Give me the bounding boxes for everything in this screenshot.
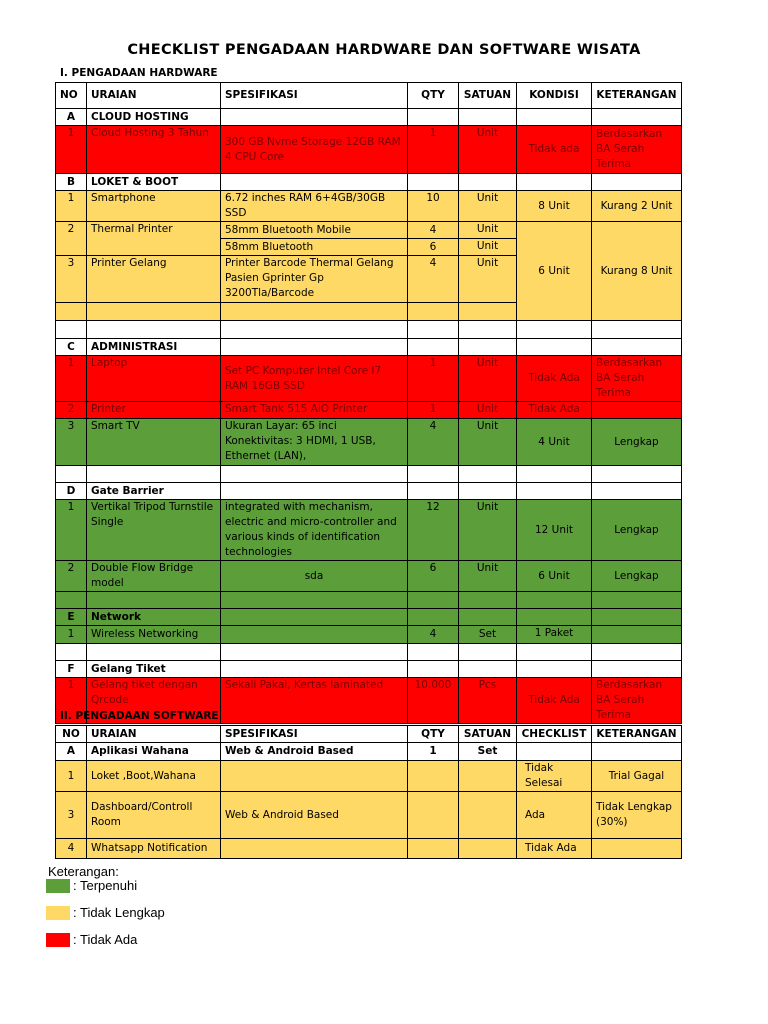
row-spesifikasi: 58mm Bluetooth Mobile [221, 222, 408, 239]
row-qty: 6 [408, 561, 459, 592]
row-no: 3 [56, 792, 87, 839]
row-keterangan: Berdasarkan BA Serah Terima [592, 126, 682, 174]
category-name: Gelang Tiket [87, 661, 221, 678]
row-uraian: Thermal Printer [87, 222, 221, 256]
row-satuan: Unit [459, 561, 517, 592]
row-qty: 4 [408, 222, 459, 239]
row-spesifikasi: Web & Android Based [221, 792, 408, 839]
row-qty: 4 [408, 626, 459, 644]
col-header-keterangan: KETERANGAN [592, 83, 682, 109]
row-no: 4 [56, 839, 87, 859]
category-code: D [56, 483, 87, 500]
row-keterangan: Lengkap [592, 419, 682, 466]
category-row [56, 743, 682, 761]
row-satuan: Unit [459, 356, 517, 402]
hardware-table [55, 82, 682, 724]
legend-swatch-green [46, 879, 70, 893]
row-spesifikasi: Printer Barcode Thermal Gelang Pasien Gprinter Gp 3200Tla/Barcode [221, 256, 408, 303]
row-satuan: Unit [459, 126, 517, 174]
legend-label: : Terpenuhi [73, 878, 138, 893]
row-satuan: Set [459, 743, 517, 761]
row-satuan: Unit [459, 500, 517, 561]
row-spesifikasi: integrated with mechanism, electric and micro-controller and various kinds of identification technologies [221, 500, 408, 561]
row-satuan: Unit [459, 191, 517, 222]
row-keterangan: Trial Gagal [592, 761, 682, 792]
row-satuan: Unit [459, 402, 517, 419]
row-no: 1 [56, 356, 87, 402]
col-header-qty: QTY [408, 83, 459, 109]
table-row [56, 191, 682, 222]
row-no: 1 [56, 626, 87, 644]
row-checklist: Tidak Selesai [517, 761, 592, 792]
category-name: LOKET & BOOT [87, 174, 221, 191]
legend-label: : Tidak Ada [73, 932, 138, 947]
row-keterangan: Lengkap [592, 561, 682, 592]
row-qty: 1 [408, 402, 459, 419]
category-row [56, 174, 682, 191]
col-header-keterangan: KETERANGAN [592, 726, 682, 743]
row-uraian: Dashboard/Controll Room [87, 792, 221, 839]
row-checklist: Ada [517, 792, 592, 839]
row-keterangan: Kurang 8 Unit [592, 222, 682, 321]
row-qty: 4 [408, 256, 459, 303]
row-keterangan: Berdasarkan BA Serah Terima [592, 356, 682, 402]
col-header-satuan: SATUAN [459, 83, 517, 109]
row-uraian: Wireless Networking [87, 626, 221, 644]
col-header-no: NO [56, 83, 87, 109]
category-row [56, 483, 682, 500]
row-kondisi: 6 Unit [517, 222, 592, 321]
row-spesifikasi: Ukuran Layar: 65 inci Konektivitas: 3 HDMI, 1 USB, Ethernet (LAN), [221, 419, 408, 466]
table-row [56, 402, 682, 419]
row-uraian: Laptop [87, 356, 221, 402]
row-kondisi: Tidak Ada [517, 678, 592, 724]
legend-swatch-red [46, 933, 70, 947]
row-qty: 1 [408, 126, 459, 174]
row-spesifikasi: sda [221, 561, 408, 592]
table-row [56, 321, 682, 339]
row-no: 1 [56, 126, 87, 174]
row-no: 2 [56, 561, 87, 592]
row-keterangan [592, 626, 682, 644]
table-header-row [56, 726, 682, 743]
category-row [56, 609, 682, 626]
legend-label: : Tidak Lengkap [73, 905, 165, 920]
row-spesifikasi: Smart Tank 515 AiO Printer [221, 402, 408, 419]
category-code: F [56, 661, 87, 678]
row-kondisi: 6 Unit [517, 561, 592, 592]
row-spesifikasi: 6.72 inches RAM 6+4GB/30GB SSD [221, 191, 408, 222]
row-satuan: Unit [459, 239, 517, 256]
row-qty: 1 [408, 743, 459, 761]
legend-terpenuhi [46, 878, 137, 893]
row-qty: 10.000 [408, 678, 459, 724]
col-header-uraian: URAIAN [87, 726, 221, 743]
row-kondisi: Tidak ada [517, 126, 592, 174]
legend-tidak-ada [46, 932, 137, 947]
row-kondisi: Tidak Ada [517, 356, 592, 402]
table-row [56, 561, 682, 592]
table-header-row [56, 83, 682, 109]
table-row [56, 592, 682, 609]
legend-swatch-yellow [46, 906, 70, 920]
table-row [56, 222, 682, 239]
col-header-uraian: URAIAN [87, 83, 221, 109]
row-uraian: Smartphone [87, 191, 221, 222]
col-header-kondisi: KONDISI [517, 83, 592, 109]
category-row [56, 661, 682, 678]
software-table [55, 725, 682, 859]
table-row [56, 500, 682, 561]
col-header-checklist: CHECKLIST [517, 726, 592, 743]
row-satuan: Unit [459, 256, 517, 303]
category-code: C [56, 339, 87, 356]
row-uraian: Whatsapp Notification [87, 839, 221, 859]
row-satuan: Unit [459, 419, 517, 466]
row-spesifikasi: Web & Android Based [221, 743, 408, 761]
row-satuan: Unit [459, 222, 517, 239]
row-spesifikasi [221, 626, 408, 644]
table-row [56, 126, 682, 174]
row-qty: 6 [408, 239, 459, 256]
row-no: 1 [56, 191, 87, 222]
row-uraian: Cloud Hosting 3 Tahun [87, 126, 221, 174]
row-uraian: Printer [87, 402, 221, 419]
col-header-spesifikasi: SPESIFIKASI [221, 83, 408, 109]
table-row [56, 792, 682, 839]
legend-tidak-lengkap [46, 905, 165, 920]
table-row [56, 761, 682, 792]
category-name: CLOUD HOSTING [87, 109, 221, 126]
category-row [56, 339, 682, 356]
row-kondisi: Tidak Ada [517, 402, 592, 419]
category-name: Aplikasi Wahana [87, 743, 221, 761]
row-no: 1 [56, 500, 87, 561]
row-kondisi: 12 Unit [517, 500, 592, 561]
row-qty: 1 [408, 356, 459, 402]
row-uraian: Smart TV [87, 419, 221, 466]
category-row [56, 109, 682, 126]
row-no: 3 [56, 256, 87, 303]
row-no: 3 [56, 419, 87, 466]
table-row [56, 419, 682, 466]
col-header-spesifikasi: SPESIFIKASI [221, 726, 408, 743]
category-code: A [56, 743, 87, 761]
row-keterangan: Kurang 2 Unit [592, 191, 682, 222]
table-row [56, 644, 682, 661]
category-code: E [56, 609, 87, 626]
row-uraian: Double Flow Bridge model [87, 561, 221, 592]
row-checklist: Tidak Ada [517, 839, 592, 859]
row-qty: 12 [408, 500, 459, 561]
category-code: A [56, 109, 87, 126]
row-kondisi: 4 Unit [517, 419, 592, 466]
row-kondisi: 1 Paket [517, 626, 592, 644]
row-keterangan: Lengkap [592, 500, 682, 561]
row-qty: 4 [408, 419, 459, 466]
software-section-title: II. PENGADAAN SOFTWARE [60, 710, 219, 722]
row-uraian: Loket ,Boot,Wahana [87, 761, 221, 792]
col-header-qty: QTY [408, 726, 459, 743]
row-kondisi: 8 Unit [517, 191, 592, 222]
row-uraian: Printer Gelang [87, 256, 221, 303]
page-title: CHECKLIST PENGADAAN HARDWARE DAN SOFTWARE WISATA [127, 42, 641, 58]
row-no: 2 [56, 402, 87, 419]
row-no: 1 [56, 678, 87, 724]
row-qty: 10 [408, 191, 459, 222]
category-name: Gate Barrier [87, 483, 221, 500]
col-header-satuan: SATUAN [459, 726, 517, 743]
row-spesifikasi: 58mm Bluetooth [221, 239, 408, 256]
row-keterangan: Berdasarkan BA Serah Terima [592, 678, 682, 724]
row-uraian: Vertikal Tripod Turnstile Single [87, 500, 221, 561]
table-row [56, 466, 682, 483]
row-no: 2 [56, 222, 87, 256]
hardware-section-title: I. PENGADAAN HARDWARE [60, 67, 218, 79]
row-satuan: Set [459, 626, 517, 644]
row-spesifikasi: Set PC Komputer Intel Core I7 RAM 16GB SSD [221, 356, 408, 402]
row-spesifikasi: Sekali Pakai, Kertas laminated [221, 678, 408, 724]
category-code: B [56, 174, 87, 191]
legend-title: Keterangan: [48, 864, 119, 879]
row-satuan: Pcs [459, 678, 517, 724]
table-row [56, 356, 682, 402]
category-name: ADMINISTRASI [87, 339, 221, 356]
category-name: Network [87, 609, 221, 626]
col-header-no: NO [56, 726, 87, 743]
table-row [56, 626, 682, 644]
row-uraian: Gelang tiket dengan Qrcode [87, 678, 221, 724]
table-row [56, 839, 682, 859]
row-spesifikasi: 300 GB Nvme Storage 12GB RAM 4 CPU Core [221, 126, 408, 174]
row-keterangan: Tidak Lengkap (30%) [592, 792, 682, 839]
row-no: 1 [56, 761, 87, 792]
